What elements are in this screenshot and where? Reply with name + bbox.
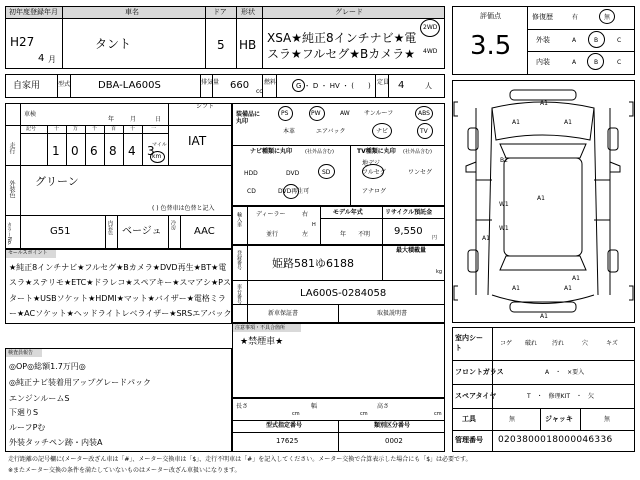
mark-a1-side: A1 <box>482 235 490 242</box>
sheet-burn: コゲ <box>500 340 513 347</box>
int-b: B <box>594 59 599 66</box>
mileage-digit-2: 6 <box>90 144 98 158</box>
doors-value: 5 <box>217 38 225 52</box>
spare-label: スペアタイヤ <box>455 392 497 400</box>
ac-value: AAC <box>194 226 215 237</box>
glass-label: フロントガラス <box>455 368 504 376</box>
mileage-label: 走行 <box>8 142 15 154</box>
mileage-unit-0: 記号 <box>26 126 37 132</box>
nav-cd: CD <box>247 188 256 195</box>
seats-value: 4 <box>398 80 405 91</box>
plate-label: 登録番号 <box>236 250 242 270</box>
notes-text: ★禁煙車★ <box>240 337 284 347</box>
class-value: 0002 <box>385 437 403 445</box>
notes-label: 注意事項・不具合箇所 <box>235 325 286 331</box>
tv-analog: アナログ <box>362 188 387 195</box>
mileage-unit-4: 百 <box>111 126 117 132</box>
fuel-options: G ・ D ・ HV ・ ( ) <box>296 82 371 90</box>
nav-note: (社外品含む) <box>305 149 334 155</box>
grade-line2: スラ★フルセグ★Bカメラ★ <box>267 47 416 61</box>
sheet-hole: 穴 <box>582 340 589 347</box>
int-c: C <box>617 59 622 66</box>
color-value: グリーン <box>35 175 79 188</box>
mark-a1-rear: A1 <box>572 275 580 282</box>
door-label: ドア <box>213 8 227 16</box>
dim-length: 長さ <box>236 403 249 410</box>
inspector-line-5: 外装タッチペン跡・内装A <box>9 438 103 447</box>
chassis-value: LA600S-0284058 <box>300 288 387 299</box>
inspection-label: 車検 <box>24 111 37 118</box>
footer-line2: ※またメーター交換の条件を満たしていないものはメーター改ざん車扱いになります。 <box>8 467 241 474</box>
mark-b2: B2 <box>500 157 508 164</box>
spare-value: T ・ 修理KIT ・ 欠 <box>527 393 595 400</box>
import-left: 左 <box>302 231 309 238</box>
sheet-dirt: 汚れ <box>552 340 565 347</box>
equip-tv: TV <box>420 128 428 135</box>
dim-width-cm: cm <box>360 411 368 417</box>
tv-oneseg: ワンセグ <box>408 169 433 176</box>
mileage-digit-4: 4 <box>128 144 136 158</box>
mark-w1-left: W1 <box>499 201 509 208</box>
month-unit: 月 <box>48 55 56 64</box>
inspector-line-1: ◎純正ナビ装着用アップグレードパック <box>9 378 152 387</box>
first-reg-label: 初年度登録年月 <box>9 8 58 16</box>
ext-c: C <box>617 37 622 44</box>
interior-sheet-label: 室内シート <box>455 334 483 352</box>
mark-a1-rear-left: A1 <box>512 285 520 292</box>
manual: 取扱説明書 <box>377 310 408 317</box>
int-c-circle <box>587 53 604 70</box>
sheet-scratch: キズ <box>606 340 618 347</box>
inspection-year: 年 <box>108 116 115 123</box>
inspector-line-0: ◎OP◎総額1.7万円◎ <box>9 362 86 371</box>
mark-a1-hood-right: A1 <box>564 119 572 126</box>
jack-label: ジャッキ <box>545 415 573 423</box>
drive-4wd: 4WD <box>423 48 438 55</box>
shift-value: IAT <box>188 134 207 148</box>
repair-label: 修復歴 <box>532 13 553 21</box>
plate-value: 姫路581ゆ6188 <box>272 257 354 270</box>
disp-value: 660 <box>230 80 250 91</box>
cc-unit: cc <box>256 88 263 95</box>
shape-label: 形状 <box>241 8 255 16</box>
inspection-day: 日 <box>155 116 162 123</box>
sales-line-2: タート★USBソケット★HDMI★マット★バイザー★電格ミラ <box>9 294 226 303</box>
dim-width: 幅 <box>311 403 318 410</box>
ext-b: B <box>594 37 599 44</box>
disp-label: 排気量 <box>201 79 220 86</box>
nav-dvd: DVD <box>286 170 300 177</box>
shift-label: シフト <box>196 103 215 110</box>
type-label: 型式 <box>58 81 71 88</box>
seats-unit: 人 <box>425 82 432 90</box>
equip-ps: PS <box>281 110 289 117</box>
equip-airbag: エアバック <box>316 128 346 135</box>
model-label: 車名 <box>125 8 139 16</box>
tv-digital: 地デジ <box>362 160 380 167</box>
fuel-g-circle <box>292 79 305 92</box>
import-parallel: 並行 <box>266 231 279 238</box>
type-cert-value: 17625 <box>276 437 299 445</box>
mileage-unit-1: 十 <box>54 126 60 132</box>
mark-a1-front-bumper: A1 <box>540 100 548 107</box>
recycle-yen: 円 <box>432 235 438 241</box>
inspector-line-3: 下廻りS <box>9 408 39 417</box>
mgmt-label: 管理番号 <box>455 436 483 444</box>
repair-yes: 有 <box>572 14 579 21</box>
nav-title: ナビ種類に丸印 <box>250 148 293 155</box>
sheet-tear: 破れ <box>525 340 538 347</box>
sales-line-1: スラ★ステリモ★ETC★ドラレコ★スペアキー★スマアシ★Pス <box>9 278 231 287</box>
mileage-unit-2: 万 <box>73 126 79 132</box>
inspector-line-2: エンジンルームS <box>9 394 70 403</box>
equip-nav: ナビ <box>376 128 389 135</box>
tv-title: TV種類に丸印 <box>357 148 396 155</box>
mark-a1-hood-left: A1 <box>512 119 520 126</box>
equip-pw: PW <box>311 110 321 117</box>
ext-a: A <box>572 37 577 44</box>
seats-label: 定員 <box>377 79 390 86</box>
mileage-digit-5: 3 <box>147 144 155 158</box>
dim-length-cm: cm <box>292 411 300 417</box>
mileage-unit-3: 千 <box>92 126 98 132</box>
mileage-digit-0: 1 <box>52 144 60 158</box>
repair-no: 無 <box>604 14 611 21</box>
type-value: DBA-LA600S <box>98 80 161 91</box>
exterior-label: 外装 <box>536 36 550 44</box>
tv-note: (社外品含む) <box>403 149 432 155</box>
tools-value: 無 <box>509 416 516 423</box>
model-year-value: 年 不明 <box>340 231 371 238</box>
int-a: A <box>572 59 577 66</box>
inspection-month: 月 <box>130 116 137 123</box>
max-load-label: 最大積載量 <box>396 247 427 254</box>
inspector-line-4: ルーフPむ <box>9 423 46 432</box>
mark-a1-roof: A1 <box>537 195 545 202</box>
jack-value: 無 <box>604 416 611 423</box>
shape-value: HB <box>239 38 257 52</box>
month-value: 4 <box>38 53 45 64</box>
equip-aw: AW <box>340 110 350 117</box>
mileage-digit-3: 8 <box>109 144 117 158</box>
mileage-unit-6: 一 <box>151 126 157 132</box>
import-dealer: ディーラー <box>256 211 286 218</box>
color-note: ( ) 色替車は色替と記入 <box>152 205 215 212</box>
interior-value: ベージュ <box>122 226 162 237</box>
mileage-unit-5: 十 <box>130 126 136 132</box>
color-no-label: カラーNo. <box>6 222 12 246</box>
mark-w1-left-2: W1 <box>499 225 509 232</box>
car-diagram <box>452 80 635 323</box>
notes-block <box>232 323 445 398</box>
car-name: タント <box>95 37 132 51</box>
equipment-label: 装備品に丸印 <box>236 111 261 126</box>
tools-label: 工具 <box>462 415 476 423</box>
recycle-label: リサイクル預託金 <box>385 209 433 216</box>
type-cert-label: 型式指定番号 <box>266 422 303 429</box>
sales-line-0: ★純正8インチナビ★フルセグ★Bカメラ★DVD再生★BT★電 <box>9 263 227 272</box>
sales-point-label: セールスポイント <box>8 250 48 256</box>
grade-line1: XSA★純正8インチナビ★電 <box>267 31 417 45</box>
footer-line1: 走行距離の記号欄に(メーター改ざん車は「#」、メーター交換車は「$」、走行不明車は「#」を記入してください。メーター交換で合算表示した場合にも「$」は必要です。 <box>8 456 472 463</box>
warranty: 新車保証書 <box>268 310 299 317</box>
mgmt-value: 0203800018000046336 <box>498 435 613 445</box>
color-no-value: G51 <box>50 226 71 237</box>
score-value: 3.5 <box>470 31 512 61</box>
import-label: 輸入車 <box>236 212 242 227</box>
equip-abs: ABS <box>418 110 430 117</box>
sales-line-3: ー★ACソケット★ヘッドライトレベライザー★SRSエアバック <box>9 309 232 318</box>
row-type <box>5 74 445 98</box>
ac-label: 冷房 <box>170 220 176 230</box>
color-label: 外装色 <box>8 180 15 198</box>
fuel-label: 燃料 <box>264 79 277 86</box>
dim-height-cm: cm <box>434 411 442 417</box>
glass-value: A ・ ×要入 <box>545 369 585 376</box>
max-load-kg: kg <box>436 269 443 275</box>
interior-eval-label: 内装 <box>536 58 550 66</box>
mileage-km: km <box>152 153 162 160</box>
mileage-digit-1: 0 <box>71 144 79 158</box>
tv-fullseg: フルセグ <box>362 169 386 176</box>
drive-2wd: 2WD <box>423 24 438 31</box>
era-value: H27 <box>10 35 35 49</box>
dim-height: 高さ <box>377 403 390 410</box>
chassis-label: 車台番号 <box>236 284 242 304</box>
grade-label: グレード <box>335 8 363 16</box>
nav-hdd: HDD <box>244 170 258 177</box>
nav-sd: SD <box>322 169 331 176</box>
model-year-label: モデル年式 <box>333 209 363 216</box>
import-right: 右 <box>302 211 309 218</box>
equip-leather: 本革 <box>283 128 296 135</box>
recycle-value: 9,550 <box>394 226 423 237</box>
inspector-label: 検査員報告 <box>8 350 34 356</box>
equip-sunroof: サンルーフ <box>364 110 394 117</box>
score-label: 評価点 <box>480 12 501 20</box>
class-label: 類別区分番号 <box>374 422 411 429</box>
mileage-mile: マイル <box>152 142 167 148</box>
use-value: 自家用 <box>13 81 41 91</box>
import-handle: H <box>312 222 316 228</box>
interior-label: 内装色 <box>107 220 113 235</box>
nav-dvd-play: DVD再生可 <box>278 188 310 195</box>
mark-a1-rear-right: A1 <box>564 285 572 292</box>
mark-a1-rear-bumper: A1 <box>540 313 548 320</box>
